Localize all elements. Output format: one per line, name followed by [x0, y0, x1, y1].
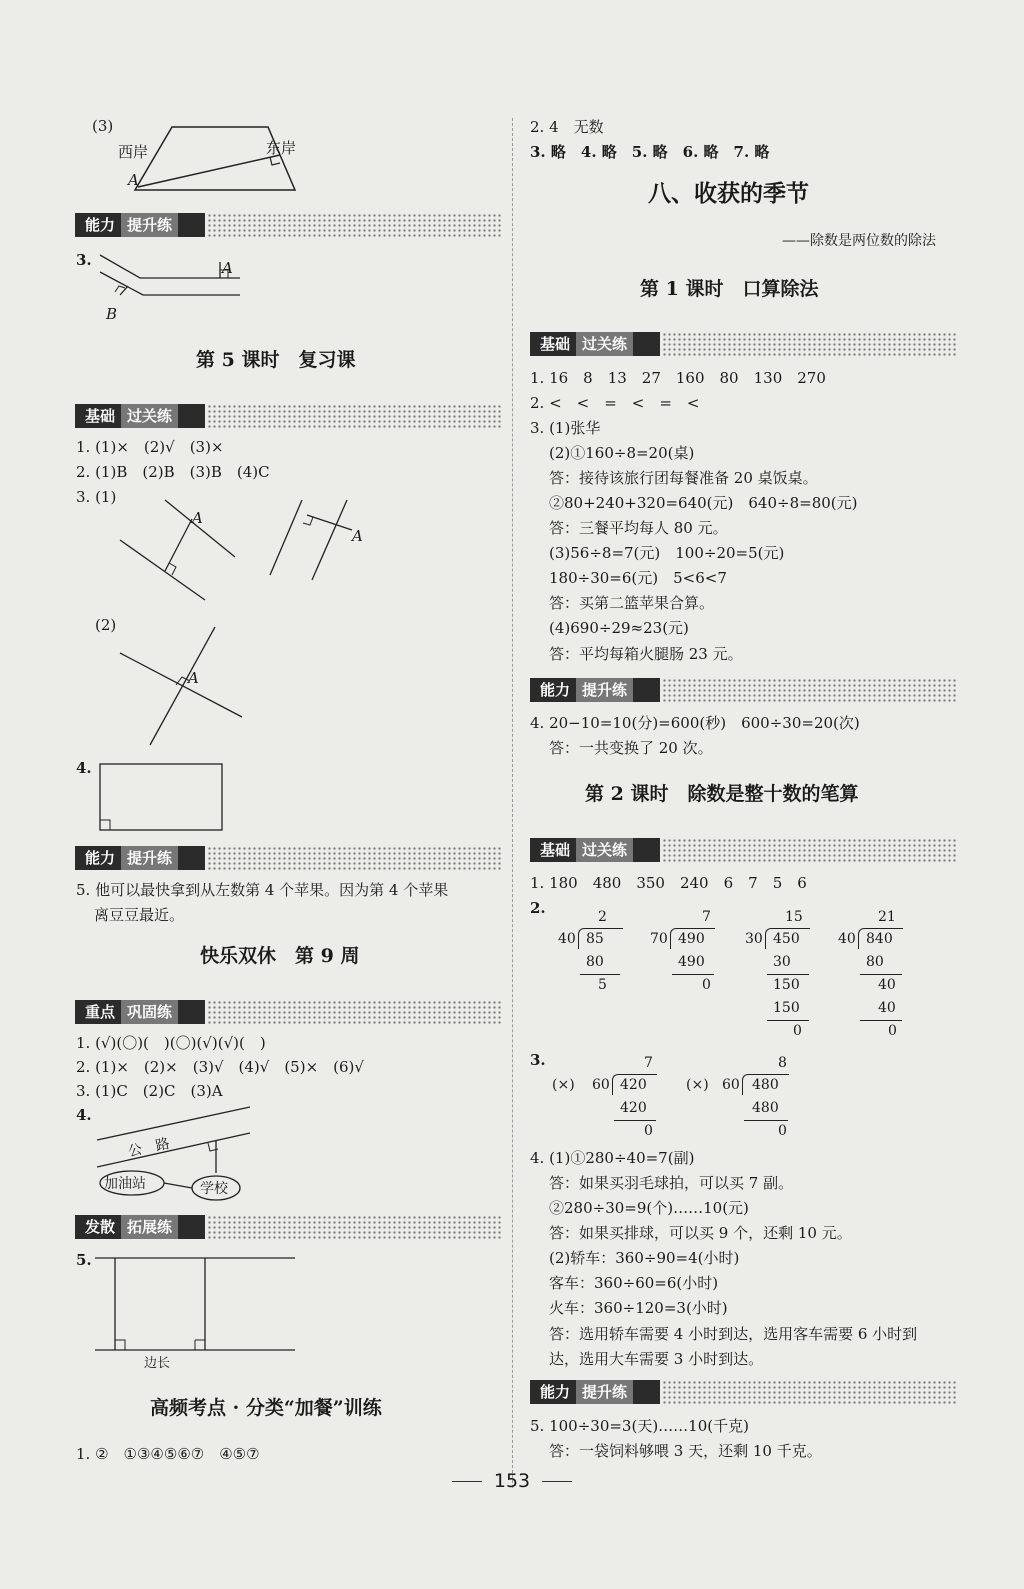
l2-q4-1: 4. (1)①280÷40=7(副): [530, 1149, 695, 1167]
road-map-diagram: [95, 1105, 255, 1215]
l2-q4-7: 火车：360÷120=3(小时): [549, 1299, 728, 1317]
l2-q4-4: 答：如果买排球，可以买 9 个，还剩 10 元。: [549, 1224, 852, 1242]
extra-title: 高频考点 · 分类“加餐”训练: [150, 1397, 382, 1419]
banner-basic: 基础 过关练: [75, 404, 501, 428]
l2-q4-8: 答：选用轿车需要 4 小时到达，选用客车需要 6 小时到: [549, 1325, 918, 1343]
column-divider: [512, 118, 513, 1488]
l2-q4-2: 答：如果买羽毛球拍，可以买 7 副。: [549, 1174, 794, 1192]
l1-q3-3: 答：接待该旅行团每餐准备 20 桌饭桌。: [549, 469, 818, 487]
west-bank-label: 西岸: [118, 143, 149, 161]
l1-q4-2: 答：一共变换了 20 次。: [549, 739, 713, 757]
point-a-label: A: [192, 509, 203, 527]
l1-q3-9: (4)690÷29≈23(元): [549, 619, 689, 637]
gas-station-label: 加油站: [104, 1176, 146, 1192]
point-a-label: A: [188, 669, 199, 687]
side-length-label: 边长: [144, 1356, 171, 1371]
unit-subtitle: ——除数是两位数的除法: [782, 233, 936, 249]
w9-q5: 5.: [76, 1251, 92, 1269]
perpendicular-diagram-2: [120, 625, 250, 750]
banner-ability: 能力 提升练: [75, 213, 501, 237]
l1-q3-10: 答：平均每箱火腿肠 23 元。: [549, 645, 743, 663]
l2-q4-5: (2)轿车：360÷90=4(小时): [549, 1249, 740, 1267]
l5-q5-line2: 离豆豆最近。: [94, 906, 185, 924]
l5-q2: 2. (1)B (2)B (3)B (4)C: [76, 463, 270, 481]
l5-q5-line1: 5. 他可以最快拿到从左数第 4 个苹果。因为第 4 个苹果: [76, 881, 449, 899]
week9-title: 快乐双休 第 9 周: [200, 945, 360, 967]
l1-q3-1: 3. (1)张华: [530, 419, 601, 437]
top-q3: 3. 略 4. 略 5. 略 6. 略 7. 略: [530, 143, 770, 161]
lesson2-title: 第 2 课时 除数是整十数的笔算: [585, 783, 859, 805]
point-b-label: B: [106, 305, 118, 323]
long-division-1: 2 40 85 80 5: [558, 906, 628, 996]
w9-q4: 4.: [76, 1106, 92, 1124]
lesson5-title: 第 5 课时 复习课: [196, 349, 356, 371]
rectangle-diagram: [98, 762, 226, 834]
l2-q3: 3.: [530, 1051, 546, 1069]
point-a-label: A: [352, 527, 363, 545]
l1-q3-6: (3)56÷8=7(元) 100÷20=5(元): [549, 544, 785, 562]
w9-q3: 3. (1)C (2)C (3)A: [76, 1082, 223, 1100]
long-division-3: 15 30 450 30 150 150 0: [745, 906, 815, 1041]
l1-q3-8: 答：买第二篮苹果合算。: [549, 594, 715, 612]
l2-q4-3: ②280÷30=9(个)……10(元): [549, 1199, 749, 1217]
q3-label: (3): [92, 117, 114, 135]
banner-basic: 基础 过关练: [530, 838, 956, 862]
banner-expand: 发散 拓展练: [75, 1215, 501, 1239]
l5-q1: 1. (1)× (2)√ (3)×: [76, 438, 224, 456]
banner-ability: 能力 提升练: [530, 678, 956, 702]
l1-q3-7: 180÷30=6(元) 5<6<7: [549, 569, 727, 587]
w9-q2: 2. (1)× (2)× (3)√ (4)√ (5)× (6)√: [76, 1058, 364, 1076]
l2-q1: 1. 180 480 350 240 6 7 5 6: [530, 874, 807, 892]
square-construction-diagram: [95, 1252, 300, 1357]
top-q2: 2. 4 无数: [530, 118, 604, 136]
banner-key: 重点 巩固练: [75, 1000, 501, 1024]
point-a-label: A: [222, 259, 233, 277]
l5-q3: 3. (1): [76, 488, 117, 506]
banner-basic: 基础 过关练: [530, 332, 956, 356]
east-bank-label: 东岸: [266, 139, 297, 157]
lesson1-title: 第 1 课时 口算除法: [640, 278, 819, 300]
l1-q3-2: (2)①160÷8=20(桌): [549, 444, 695, 462]
l5-q3-2: (2): [95, 616, 117, 634]
q3b-number: 3.: [76, 251, 92, 269]
path-diagram: [95, 250, 275, 320]
l2-q5-1: 5. 100÷30=3(天)……10(千克): [530, 1417, 749, 1435]
l2-q4-6: 客车：360÷60=6(小时): [549, 1274, 719, 1292]
l2-q4-9: 达，选用大车需要 3 小时到达。: [549, 1350, 764, 1368]
l1-q3-4: ②80+240+320=640(元) 640÷8=80(元): [549, 494, 858, 512]
long-division-5: (×) 7 60 420 420 0: [552, 1052, 662, 1142]
road-label: 公 路: [126, 1135, 172, 1161]
extra-q1: 1. ② ①③④⑤⑥⑦ ④⑤⑦: [76, 1445, 260, 1463]
long-division-2: 7 70 490 490 0: [650, 906, 720, 996]
perpendicular-diagram-1: [120, 495, 380, 605]
banner-ability: 能力 提升练: [530, 1380, 956, 1404]
long-division-4: 21 40 840 80 40 40 0: [838, 906, 908, 1041]
unit-title: 八、收获的季节: [648, 180, 809, 207]
l1-q4-1: 4. 20−10=10(分)=600(秒) 600÷30=20(次): [530, 714, 860, 732]
l5-q4: 4.: [76, 759, 92, 777]
l1-q1: 1. 16 8 13 27 160 80 130 270: [530, 369, 826, 387]
l1-q2: 2. < < = < = <: [530, 394, 700, 412]
long-division-6: (×) 8 60 480 480 0: [686, 1052, 796, 1142]
w9-q1: 1. (√)(〇)( )(〇)(√)(√)( ): [76, 1034, 266, 1052]
banner-ability: 能力 提升练: [75, 846, 501, 870]
school-label: 学校: [200, 1181, 228, 1197]
l2-q5-2: 答：一袋饲料够喂 3 天，还剩 10 千克。: [549, 1442, 822, 1460]
page-number: 153: [0, 1470, 1024, 1492]
l2-q2: 2.: [530, 899, 546, 917]
point-a-label: A: [128, 171, 139, 189]
l1-q3-5: 答：三餐平均每人 80 元。: [549, 519, 728, 537]
